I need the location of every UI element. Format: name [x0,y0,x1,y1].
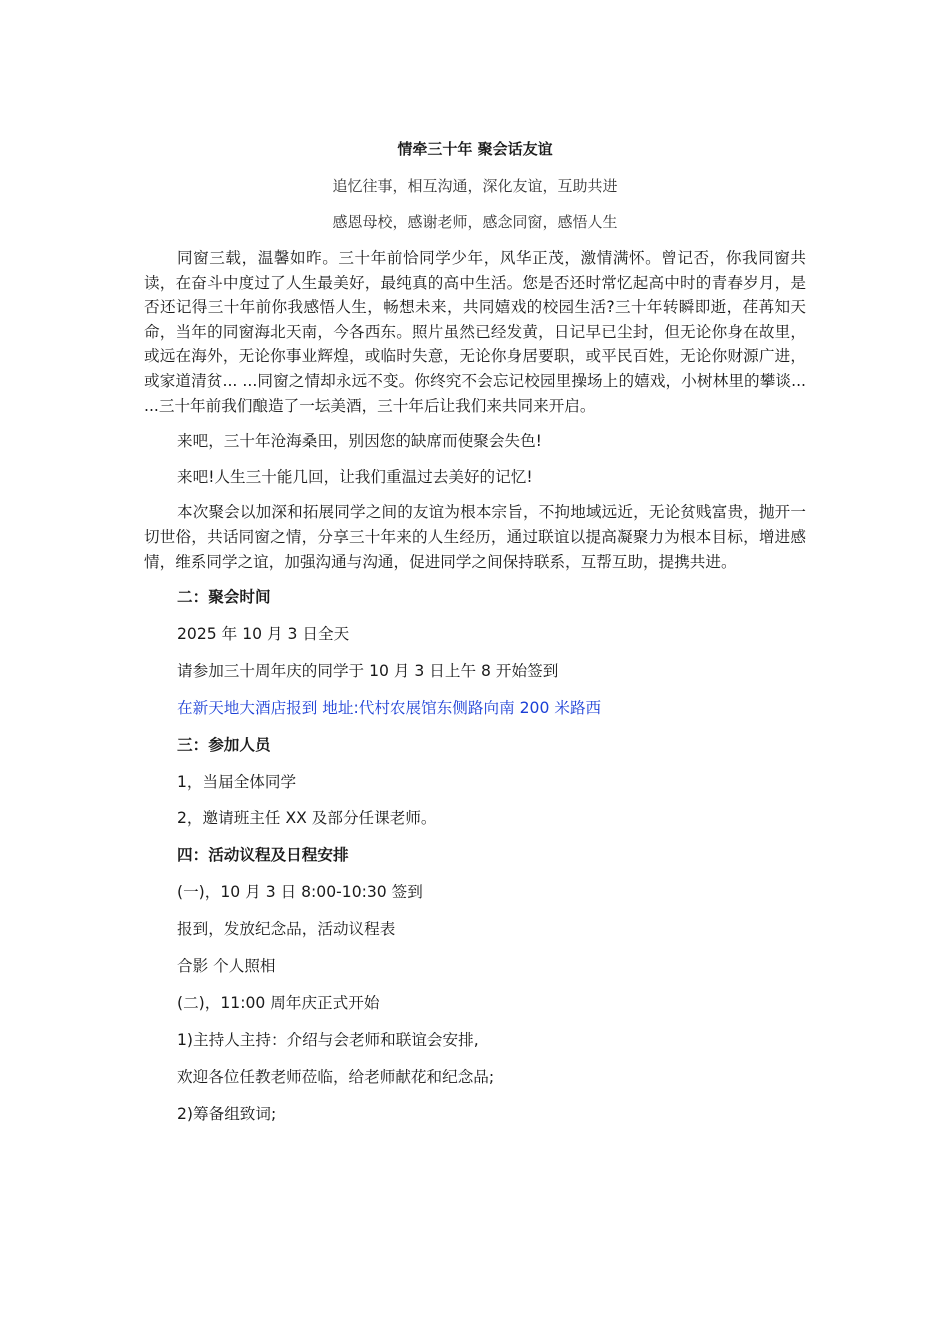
agenda-part-1-photo: 合影 个人照相 [177,957,276,976]
people-item-2: 2，邀请班主任 XX 及部分任课老师。 [177,809,437,828]
call-to-action-2: 来吧!人生三十能几回，让我们重温过去美好的记忆! [177,467,533,486]
section-agenda-heading: 四：活动议程及日程安排 [177,846,349,865]
agenda-step-2: 2)筹备组致词; [177,1104,277,1123]
intro-paragraph: 同窗三载，温馨如昨。三十年前恰同学少年，风华正茂，激情满怀。曾记否，你我同窗共读，在奋斗中度过了人生最美好，最纯真的高中生活。您是否还时常忆起高中时的青春岁月，是否还记得三十年前你我感悟人生，畅想未来，共同嬉戏的校园生活?三十年转瞬即逝，荏苒知天命，当年的同窗海北天南，今各西东。照片虽然已经发黄，日记早已尘封，但无论你身在故里，或远在海外，无论你事业辉煌，或临时失意，无论你身居要职，或平民百姓，无论你财源广进，或家道清贫... ...同窗之情却永远不变。你终究不会忘记校园里操场上的嬉戏，小树林里的攀谈... ...三十年前我们酿造了一坛美酒，三十年后让我们来共同来开启。 [144,249,806,415]
section-time-heading: 二：聚会时间 [177,588,271,607]
people-item-1: 1，当届全体同学 [177,772,297,791]
call-to-action-1: 来吧，三十年沧海桑田，别因您的缺席而使聚会失色! [177,432,542,451]
agenda-step-1-detail: 欢迎各位任教老师莅临，给老师献花和纪念品; [177,1067,495,1086]
document-body [144,246,806,1138]
location-link[interactable]: 在新天地大酒店报到 地址:代村农展馆东侧路向南 200 米路西 [177,698,602,717]
signin-info: 请参加三十周年庆的同学于 10 月 3 日上午 8 开始签到 [177,661,559,680]
agenda-part-2: (二)，11:00 周年庆正式开始 [177,993,380,1012]
agenda-part-1: (一)，10 月 3 日 8:00-10:30 签到 [177,883,423,902]
document-title: 情牵三十年 聚会话友谊 [397,140,553,158]
purpose-paragraph: 本次聚会以加深和拓展同学之间的友谊为根本宗旨，不拘地域远近，无论贫贱富贵，抛开一切世俗，共话同窗之情，分享三十年来的人生经历，通过联谊以提高凝聚力为根本目标，增进感情，维系同学之谊，加强沟通与沟通，促进同学之间保持联系，互帮互助，提携共进。 [144,503,806,571]
subtitle-1: 追忆往事，相互沟通，深化友谊，互助共进 [332,177,618,195]
subtitle-2: 感恩母校，感谢老师，感念同窗，感悟人生 [332,213,618,231]
event-date: 2025 年 10 月 3 日全天 [177,625,350,644]
section-people-heading: 三：参加人员 [177,735,271,754]
agenda-step-1: 1)主持人主持：介绍与会老师和联谊会安排, [177,1030,479,1049]
agenda-part-1-detail: 报到，发放纪念品，活动议程表 [177,920,396,939]
